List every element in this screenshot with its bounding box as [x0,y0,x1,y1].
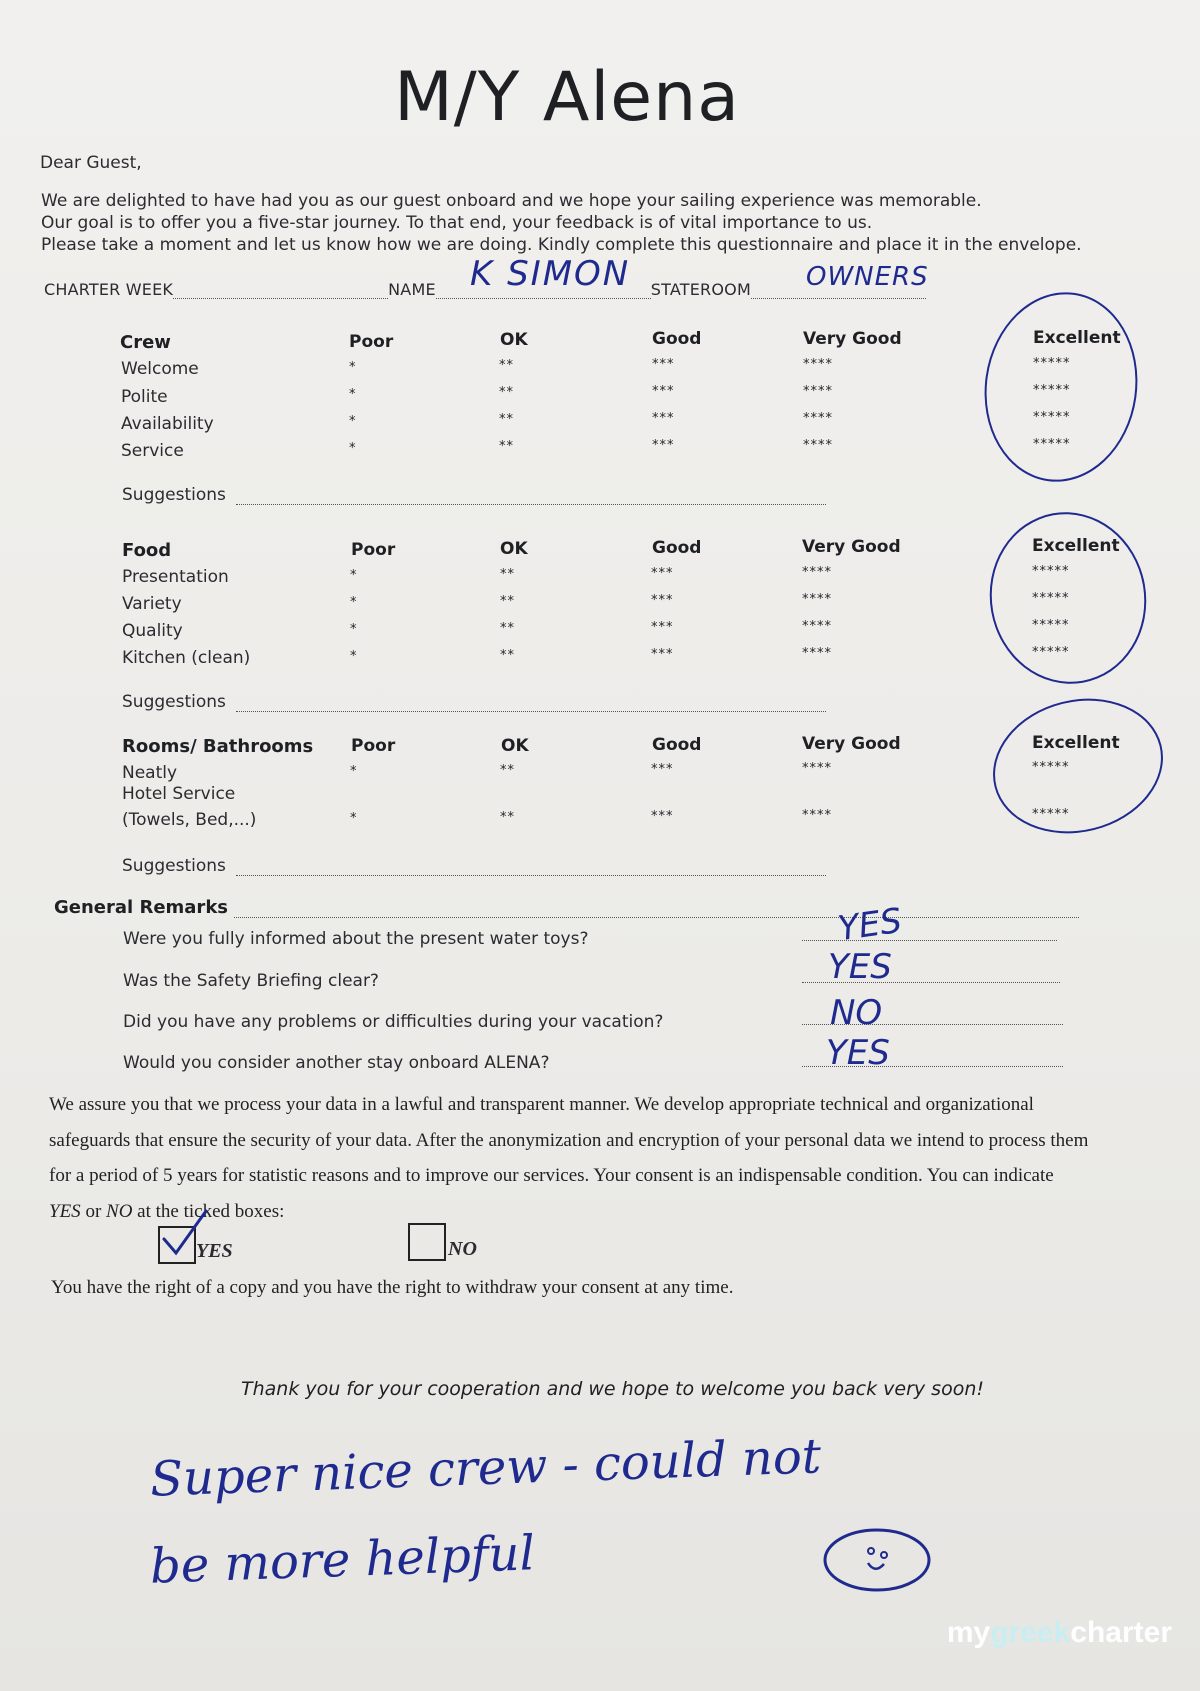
intro-line: Our goal is to offer you a five-star journey. To that end, your feedback is of vital importance to us. [41,213,873,233]
intro-paragraph [41,190,1082,256]
question-safety-briefing: Was the Safety Briefing clear? [123,971,379,991]
rating-4-star[interactable]: **** [802,808,832,823]
rating-4-star[interactable]: **** [802,619,832,634]
rating-3-star[interactable]: *** [651,620,674,635]
answer-problems: NO [830,993,883,1033]
rating-2-star[interactable]: ** [499,385,514,400]
rating-4-star[interactable]: **** [802,761,832,776]
row-label: Quality [122,621,183,641]
general-remarks-line[interactable] [234,903,1079,918]
rating-1-star[interactable]: * [349,360,357,375]
rating-4-star[interactable]: **** [802,565,832,580]
rating-3-star[interactable]: *** [651,566,674,581]
rating-2-star[interactable]: ** [500,763,515,778]
col-poor: Poor [351,736,396,756]
section-title-food: Food [122,540,172,561]
col-ok: OK [500,539,528,559]
col-poor: Poor [351,540,396,560]
name-label: NAME [388,280,436,299]
withdraw-text: You have the right of a copy and you have the right to withdraw your consent at any time. [51,1277,734,1298]
rating-3-star[interactable]: *** [651,762,674,777]
question-problems: Did you have any problems or difficulties during your vacation? [123,1012,664,1032]
rating-1-star[interactable]: * [349,441,357,456]
row-label: Presentation [122,567,229,587]
row-label: Hotel Service [122,784,236,804]
col-poor: Poor [349,332,394,352]
rating-5-star[interactable]: ***** [1032,807,1070,822]
col-excellent: Excellent [1033,328,1121,348]
handwritten-note-line: be more helpful [149,1525,536,1595]
rating-4-star[interactable]: **** [803,438,833,453]
col-excellent: Excellent [1032,536,1120,556]
suggestions-label: Suggestions [122,485,226,505]
rating-2-star[interactable]: ** [500,648,515,663]
consent-no-label: NO [448,1238,477,1260]
general-remarks-text: General Remarks [54,897,228,918]
rating-1-star[interactable]: * [350,568,358,583]
stateroom-handwritten: OWNERS [806,262,929,292]
suggestions-rooms[interactable] [122,856,826,876]
col-very-good: Very Good [802,537,901,557]
consent-line: safeguards that ensure the security of your data. After the anonymization and encryption of your personal data we intend to process them [49,1129,1089,1151]
consent-or: or [80,1200,107,1222]
rating-1-star[interactable]: * [350,811,358,826]
rating-1-star[interactable]: * [349,414,357,429]
excellent-selection-circle [979,681,1178,851]
consent-rest: at the ticked boxes: [132,1200,285,1222]
rating-4-star[interactable]: **** [803,384,833,399]
rating-5-star[interactable]: ***** [1033,356,1071,371]
rating-2-star[interactable]: ** [500,810,515,825]
rating-5-star[interactable]: ***** [1032,591,1070,606]
col-good: Good [652,735,702,755]
col-excellent: Excellent [1032,733,1120,753]
row-label: Welcome [121,359,199,379]
suggestions-line[interactable] [236,490,826,505]
col-good: Good [652,329,702,349]
rating-4-star[interactable]: **** [803,411,833,426]
watermark-charter: charter [1070,1616,1172,1649]
answer-water-toys: YES [835,900,905,950]
rating-5-star[interactable]: ***** [1032,618,1070,633]
greeting: Dear Guest, [40,153,142,173]
rating-3-star[interactable]: *** [652,384,675,399]
row-label: Kitchen (clean) [122,648,251,668]
rating-2-star[interactable]: ** [500,567,515,582]
suggestions-crew[interactable] [122,485,826,505]
consent-line: for a period of 5 years for statistic reasons and to improve our services. Your consent is an indispensable condition. You can indicate [49,1165,1054,1186]
row-label: (Towels, Bed,...) [122,810,257,830]
brand-watermark [947,1616,1172,1650]
rating-5-star[interactable]: ***** [1033,437,1071,452]
watermark-my: my [946,1616,991,1649]
suggestions-label: Suggestions [122,692,226,712]
row-label: Availability [121,414,214,434]
intro-line: Please take a moment and let us know how we are doing. Kindly complete this questionnaire and place it in the envelope. [41,235,1082,255]
question-another-stay: Would you consider another stay onboard ALENA? [123,1053,550,1073]
suggestions-food[interactable] [122,692,826,712]
row-label: Polite [121,387,168,407]
suggestions-line[interactable] [236,697,826,712]
col-ok: OK [500,330,528,350]
charter-week-label: CHARTER WEEK [44,280,174,299]
rating-1-star[interactable]: * [350,595,358,610]
consent-yes-word: YES [49,1200,81,1222]
rating-3-star[interactable]: *** [652,357,675,372]
section-title-rooms: Rooms/ Bathrooms [122,736,314,757]
page-title: M/Y Alena [394,58,740,137]
row-label: Neatly [122,763,178,783]
watermark-greek: greek [990,1616,1071,1649]
col-good: Good [652,538,702,558]
rating-1-star[interactable]: * [349,387,357,402]
stateroom-label: STATEROOM [650,280,751,299]
name-handwritten: K SIMON [470,254,631,294]
suggestions-label: Suggestions [122,856,226,876]
col-very-good: Very Good [803,329,902,349]
rating-3-star[interactable]: *** [652,438,675,453]
col-ok: OK [501,736,529,756]
smiley-icon [820,1524,935,1596]
suggestions-line[interactable] [236,861,826,876]
rating-3-star[interactable]: *** [651,809,674,824]
thank-you-text: Thank you for your cooperation and we hope to welcome you back very soon! [240,1378,984,1400]
consent-line: We assure you that we process your data in a lawful and transparent manner. We develop appropriate technical and organizational [49,1094,1034,1115]
consent-no-checkbox[interactable] [408,1223,446,1261]
rating-4-star[interactable]: **** [803,357,833,372]
rating-5-star[interactable]: ***** [1033,410,1071,425]
section-title-crew: Crew [120,332,171,353]
rating-2-star[interactable]: ** [499,358,514,373]
rating-3-star[interactable]: *** [651,593,674,608]
excellent-selection-circle [973,282,1150,491]
answer-safety-briefing: YES [828,947,892,987]
charter-week-field[interactable] [173,284,388,299]
intro-line: We are delighted to have had you as our guest onboard and we hope your sailing experience was memorable. [41,191,982,211]
row-label: Variety [122,594,182,614]
consent-yes-label: YES [196,1240,233,1262]
rating-5-star[interactable]: ***** [1032,564,1070,579]
rating-2-star[interactable]: ** [500,621,515,636]
row-label: Service [121,441,184,461]
rating-2-star[interactable]: ** [499,439,514,454]
consent-no-word: NO [106,1200,133,1222]
rating-3-star[interactable]: *** [651,647,674,662]
handwritten-note-line: Super nice crew - could not [149,1428,822,1508]
rating-4-star[interactable]: **** [802,646,832,661]
answer-another-stay: YES [826,1033,890,1073]
question-water-toys: Were you fully informed about the present water toys? [123,929,589,949]
general-remarks-label [54,897,1079,918]
rating-5-star[interactable]: ***** [1032,760,1070,775]
col-very-good: Very Good [802,734,901,754]
rating-5-star[interactable]: ***** [1032,645,1070,660]
rating-3-star[interactable]: *** [652,411,675,426]
rating-2-star[interactable]: ** [499,412,514,427]
rating-1-star[interactable]: * [350,649,358,664]
rating-1-star[interactable]: * [350,622,358,637]
rating-2-star[interactable]: ** [500,594,515,609]
rating-4-star[interactable]: **** [802,592,832,607]
excellent-selection-circle [976,500,1159,696]
rating-5-star[interactable]: ***** [1033,383,1071,398]
rating-1-star[interactable]: * [350,764,358,779]
